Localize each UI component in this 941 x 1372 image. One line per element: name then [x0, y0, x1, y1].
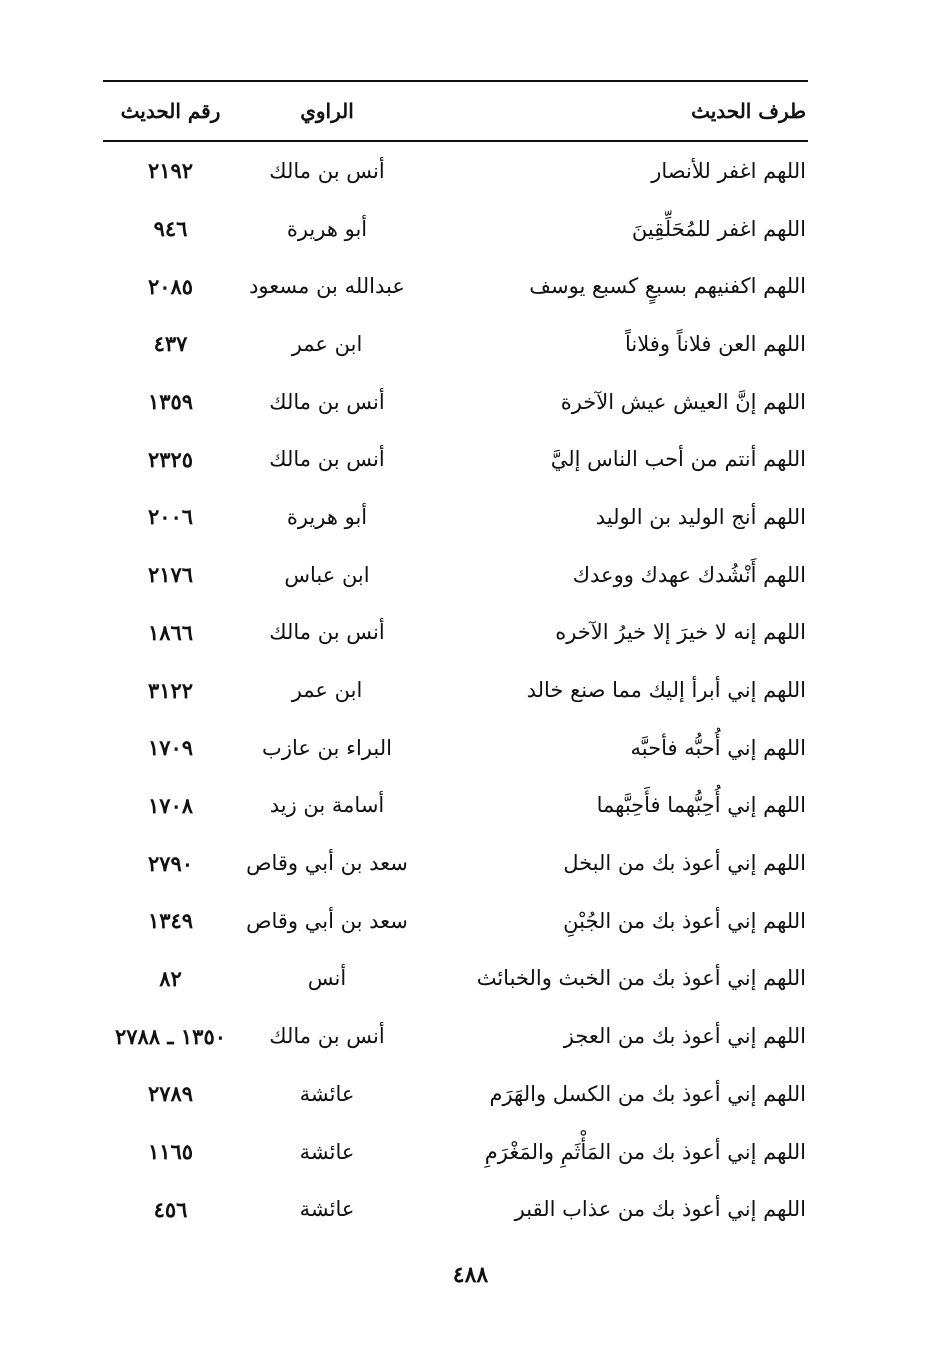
table-row: [103, 373, 808, 431]
table-row: [103, 1007, 808, 1065]
hadith-number: ٢٧٩٠: [147, 850, 194, 876]
hadith-text: اللهم إنه لا خيرَ إلا خيرُ الآخره: [555, 620, 806, 645]
hadith-text: اللهم إني أعوذ بك من العجز: [563, 1024, 806, 1049]
narrator-name: عبدالله بن مسعود: [249, 274, 405, 299]
hadith-text: اللهم إني أُحِبُّهما فأَحِبَّهما: [596, 793, 806, 818]
hadith-number: ١٣٤٩: [147, 908, 194, 934]
hadith-number: ١٣٥٠ ـ ٢٧٨٨: [114, 1023, 227, 1049]
hadith-text: اللهم أنتم من أحب الناس إليَّ: [550, 447, 806, 472]
table-row: [103, 950, 808, 1008]
table-row: [103, 142, 808, 200]
narrator-name: ابن عمر: [291, 678, 363, 703]
hadith-text: اللهم إني أعوذ بك من المَأْثَمِ والمَغْرَمِ: [484, 1139, 806, 1164]
hadith-text: اللهم إني أُحبُّه فأحبَّه: [630, 735, 806, 760]
table-row: [103, 488, 808, 546]
hadith-number: ٤٥٦: [153, 1196, 188, 1222]
narrator-name: سعد بن أبي وقاص: [246, 908, 408, 933]
hadith-number: ٢١٩٢: [147, 158, 194, 184]
table-row: [103, 1123, 808, 1181]
table-row: [103, 777, 808, 835]
narrator-name: عائشة: [299, 1139, 355, 1164]
hadith-number: ٢٣٢٥: [147, 446, 194, 472]
table-row: [103, 661, 808, 719]
narrator-name: ابن عباس: [284, 562, 370, 587]
table-row: [103, 892, 808, 950]
table-body: [103, 142, 808, 1238]
narrator-name: أسامة بن زيد: [269, 793, 385, 818]
hadith-number: ٢٠٠٦: [147, 504, 194, 530]
page-number: ٤٨٨: [452, 1262, 489, 1288]
table-header: [103, 82, 808, 142]
table-row: [103, 430, 808, 488]
hadith-number: ٤٣٧: [153, 331, 188, 357]
hadith-number: ٢٠٨٥: [147, 273, 194, 299]
hadith-text: اللهم العن فلاناً وفلاناً: [625, 331, 806, 356]
hadith-number: ٢١٧٦: [147, 562, 194, 588]
table-row: [103, 719, 808, 777]
hadith-number: ١٧٠٩: [147, 735, 194, 761]
table-row: [103, 1065, 808, 1123]
hadith-text: اللهم اغفر للمُحَلِّقِينَ: [631, 216, 806, 241]
hadith-number: ١١٦٥: [147, 1139, 194, 1165]
hadith-number: ١٣٥٩: [147, 389, 194, 415]
hadith-text: اللهم اكفنيهم بسبعٍ كسبع يوسف: [529, 274, 806, 299]
table-row: [103, 1180, 808, 1238]
narrator-name: البراء بن عازب: [262, 735, 392, 760]
table-row: [103, 834, 808, 892]
hadith-text: اللهم إنَّ العيش عيش الآخرة: [560, 389, 806, 414]
narrator-name: أنس بن مالك: [269, 620, 385, 645]
table-row: [103, 604, 808, 662]
table-row: [103, 200, 808, 258]
hadith-number: ٣١٢٢: [147, 677, 194, 703]
narrator-name: أنس: [307, 966, 347, 991]
header-text-label: طرف الحديث: [691, 99, 806, 123]
narrator-name: أنس بن مالك: [269, 389, 385, 414]
header-number-label: رقم الحديث: [120, 99, 221, 123]
hadith-text: اللهم إني أعوذ بك من البخل: [563, 851, 806, 876]
hadith-number: ٩٤٦: [153, 216, 188, 242]
narrator-name: ابن عمر: [291, 331, 363, 356]
hadith-text: اللهم إني أعوذ بك من عذاب القبر: [514, 1197, 806, 1222]
hadith-text: اللهم إني أبرأ إليك مما صنع خالد: [526, 678, 806, 703]
narrator-name: أبو هريرة: [286, 216, 368, 241]
narrator-name: عائشة: [299, 1197, 355, 1222]
hadith-text: اللهم إني أعوذ بك من الخبث والخبائث: [476, 966, 806, 991]
narrator-name: أنس بن مالك: [269, 1024, 385, 1049]
hadith-number: ٢٧٨٩: [147, 1081, 194, 1107]
hadith-index-table: [103, 80, 808, 1238]
hadith-text: اللهم إني أعوذ بك من الجُبْنِ: [563, 908, 806, 933]
narrator-name: أبو هريرة: [286, 504, 368, 529]
hadith-number: ١٧٠٨: [147, 792, 194, 818]
hadith-number: ١٨٦٦: [147, 619, 194, 645]
narrator-name: عائشة: [299, 1081, 355, 1106]
table-row: [103, 257, 808, 315]
hadith-text: اللهم إني أعوذ بك من الكسل والهَرَم: [489, 1081, 806, 1106]
hadith-text: اللهم اغفر للأنصار: [651, 158, 806, 183]
table-row: [103, 315, 808, 373]
narrator-name: أنس بن مالك: [269, 447, 385, 472]
hadith-number: ٨٢: [159, 965, 182, 991]
hadith-text: اللهم أنج الوليد بن الوليد: [595, 504, 806, 529]
table-row: [103, 546, 808, 604]
narrator-name: أنس بن مالك: [269, 158, 385, 183]
narrator-name: سعد بن أبي وقاص: [246, 851, 408, 876]
header-narrator-label: الراوي: [300, 99, 354, 123]
hadith-text: اللهم أَنْشُدك عهدك ووعدك: [572, 562, 806, 587]
